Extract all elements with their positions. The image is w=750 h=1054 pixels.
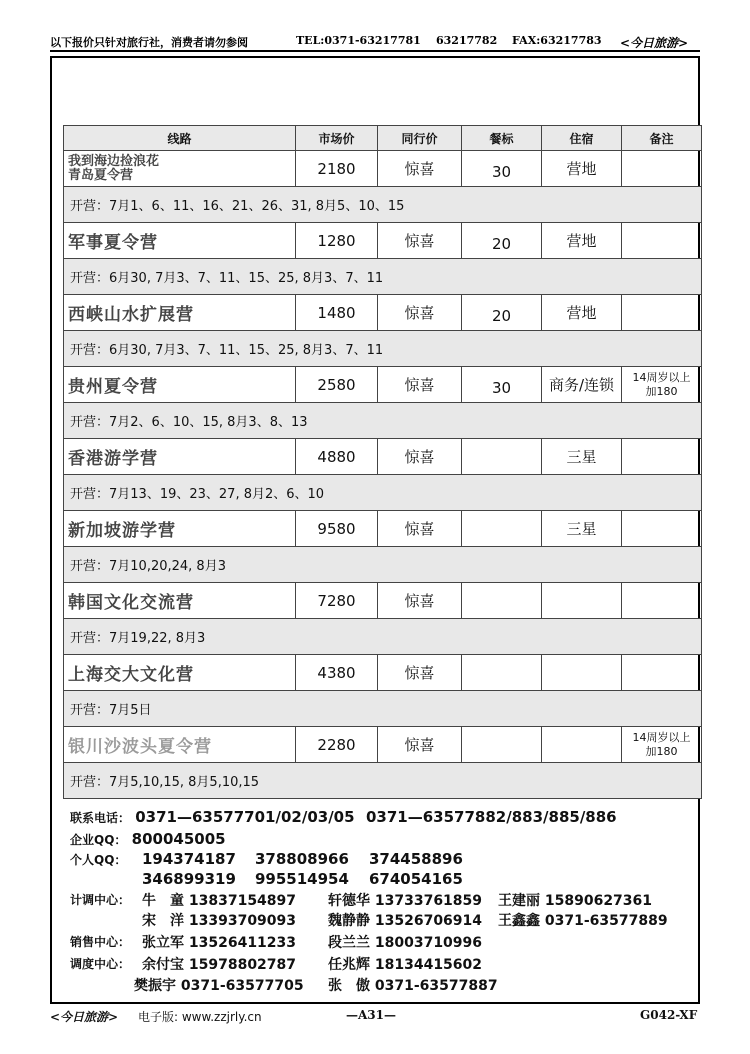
route-name: 贵州夏令营	[64, 367, 296, 403]
peer-price: 惊喜	[378, 439, 462, 475]
meal-standard	[462, 583, 542, 619]
page-footer	[50, 1005, 700, 1023]
schedule-row	[64, 691, 702, 727]
planning-contact: 轩德华 13733761859	[328, 893, 483, 909]
note: 14周岁以上 加180	[622, 367, 702, 403]
note	[622, 223, 702, 259]
route-name: 西峡山水扩展营	[64, 295, 296, 331]
header-telephone-2: 63217782	[436, 34, 498, 47]
peer-price: 惊喜	[378, 151, 462, 187]
route-price-table	[63, 125, 702, 799]
lodging: 三星	[542, 439, 622, 475]
schedule-dates: 开营：7月5,10,15, 8月5,10,15	[64, 763, 702, 799]
lodging	[542, 655, 622, 691]
meal-standard: 30	[462, 151, 542, 187]
note	[622, 295, 702, 331]
col-header-lodging: 住宿	[542, 126, 622, 151]
schedule-dates: 开营：6月30, 7月3、7、11、15、25, 8月3、7、11	[64, 259, 702, 295]
schedule-row	[64, 187, 702, 223]
phone-label: 联系电话：	[70, 811, 131, 825]
schedule-dates: 开营：6月30, 7月3、7、11、15、25, 8月3、7、11	[64, 331, 702, 367]
route-name: 香港游学营	[64, 439, 296, 475]
sales-center-label: 销售中心：	[70, 935, 131, 949]
qq-number: 674054165	[369, 870, 463, 888]
planning-contact: 魏静静 13526706914	[328, 913, 483, 929]
contact-phone-line	[70, 808, 355, 826]
schedule-dates: 开营：7月5日	[64, 691, 702, 727]
market-price: 7280	[296, 583, 378, 619]
table-row	[64, 583, 702, 619]
meal-standard	[462, 439, 542, 475]
sales-contact: 张立军 13526411233	[142, 935, 297, 951]
dispatch-contact: 任兆辉 18134415602	[328, 957, 483, 973]
planning-contact: 宋 洋 13393709093	[142, 913, 297, 929]
table-row	[64, 151, 702, 187]
market-price: 4880	[296, 439, 378, 475]
meal-standard: 20	[462, 295, 542, 331]
qq-number: 374458896	[369, 850, 463, 868]
planning-center-label-line	[70, 890, 130, 908]
phone-number: 0371—63577882/883/885/886	[366, 808, 617, 826]
lodging: 三星	[542, 511, 622, 547]
dispatch-contact: 樊振宇 0371-63577705	[134, 978, 304, 994]
col-header-peer-price: 同行价	[378, 126, 462, 151]
note	[622, 439, 702, 475]
route-name-line: 我到海边捡浪花	[68, 153, 160, 169]
market-price: 9580	[296, 511, 378, 547]
note	[622, 583, 702, 619]
qq-number: 378808966	[255, 850, 349, 868]
page-number: —A31—	[346, 1008, 397, 1022]
col-header-market-price: 市场价	[296, 126, 378, 151]
peer-price: 惊喜	[378, 367, 462, 403]
header-brand: <今日旅游>	[620, 36, 689, 50]
route-name: 韩国文化交流营	[64, 583, 296, 619]
col-header-note: 备注	[622, 126, 702, 151]
schedule-dates: 开营：7月2、6、10、15, 8月3、8、13	[64, 403, 702, 439]
market-price: 2280	[296, 727, 378, 763]
peer-price: 惊喜	[378, 511, 462, 547]
market-price: 1280	[296, 223, 378, 259]
footer-website[interactable]: 电子版: www.zzjrly.cn	[138, 1010, 262, 1024]
note: 14周岁以上 加180	[622, 727, 702, 763]
corporate-qq-line	[70, 830, 226, 848]
table-row	[64, 439, 702, 475]
market-price: 4380	[296, 655, 378, 691]
footer-brand: <今日旅游>	[50, 1010, 119, 1024]
route-name: 新加坡游学营	[64, 511, 296, 547]
qq-number: 346899319	[142, 870, 236, 888]
lodging: 营地	[542, 295, 622, 331]
dispatch-contact: 张 傲 0371-63577887	[328, 978, 498, 994]
peer-price: 惊喜	[378, 655, 462, 691]
market-price: 1480	[296, 295, 378, 331]
route-name: 上海交大文化营	[64, 655, 296, 691]
table-row	[64, 727, 702, 763]
note	[622, 511, 702, 547]
route-name	[64, 151, 296, 187]
market-price: 2580	[296, 367, 378, 403]
planning-contact: 王建丽 15890627361	[498, 893, 653, 909]
route-name: 银川沙波头夏令营	[64, 727, 296, 763]
schedule-row	[64, 547, 702, 583]
schedule-dates: 开营：7月1、6、11、16、21、26、31, 8月5、10、15	[64, 187, 702, 223]
lodging: 营地	[542, 223, 622, 259]
schedule-row	[64, 403, 702, 439]
lodging: 商务/连锁	[542, 367, 622, 403]
header-telephone: TEL:0371-63217781	[296, 34, 421, 47]
schedule-row	[64, 475, 702, 511]
meal-standard	[462, 655, 542, 691]
peer-price: 惊喜	[378, 583, 462, 619]
table-header-row	[64, 126, 702, 151]
schedule-row	[64, 763, 702, 799]
table-row	[64, 511, 702, 547]
dispatch-center-label: 调度中心：	[70, 957, 131, 971]
peer-price: 惊喜	[378, 727, 462, 763]
dispatch-contact: 余付宝 15978802787	[142, 957, 297, 973]
planning-contact: 牛 童 13837154897	[142, 893, 297, 909]
schedule-dates: 开营：7月10,20,24, 8月3	[64, 547, 702, 583]
schedule-row	[64, 259, 702, 295]
meal-standard	[462, 511, 542, 547]
planning-contact: 王鑫鑫 0371-63577889	[498, 913, 668, 929]
market-price: 2180	[296, 151, 378, 187]
corporate-qq-label: 企业QQ：	[70, 833, 127, 847]
contact-phone-line-2	[366, 808, 617, 826]
table-row	[64, 295, 702, 331]
col-header-meal: 餐标	[462, 126, 542, 151]
page-code: G042-XF	[640, 1008, 698, 1022]
sales-contact: 段兰兰 18003710996	[328, 935, 483, 951]
sales-center-label-line	[70, 932, 130, 950]
header-fax: FAX:63217783	[512, 34, 602, 47]
agency-only-notice: 以下报价只针对旅行社，消费者请勿参阅	[50, 36, 248, 49]
qq-number: 194374187	[142, 850, 236, 868]
phone-number: 0371—63577701/02/03/05	[135, 808, 355, 826]
note	[622, 151, 702, 187]
schedule-dates: 开营：7月13、19、23、27, 8月2、6、10	[64, 475, 702, 511]
lodging: 营地	[542, 151, 622, 187]
table-row	[64, 367, 702, 403]
route-name-line: 青岛夏令营	[68, 167, 134, 183]
table-row	[64, 223, 702, 259]
corporate-qq: 800045005	[131, 830, 226, 848]
schedule-row	[64, 619, 702, 655]
qq-number: 995514954	[255, 870, 349, 888]
schedule-dates: 开营：7月19,22, 8月3	[64, 619, 702, 655]
col-header-route: 线路	[64, 126, 296, 151]
route-name: 军事夏令营	[64, 223, 296, 259]
schedule-row	[64, 331, 702, 367]
peer-price: 惊喜	[378, 295, 462, 331]
lodging	[542, 727, 622, 763]
personal-qq-label-line	[70, 850, 126, 868]
meal-standard: 20	[462, 223, 542, 259]
lodging	[542, 583, 622, 619]
note	[622, 655, 702, 691]
table-row	[64, 655, 702, 691]
meal-standard: 30	[462, 367, 542, 403]
top-header-bar	[50, 32, 700, 52]
personal-qq-label: 个人QQ：	[70, 853, 127, 867]
peer-price: 惊喜	[378, 223, 462, 259]
planning-center-label: 计调中心：	[70, 893, 131, 907]
dispatch-center-label-line	[70, 954, 130, 972]
meal-standard	[462, 727, 542, 763]
